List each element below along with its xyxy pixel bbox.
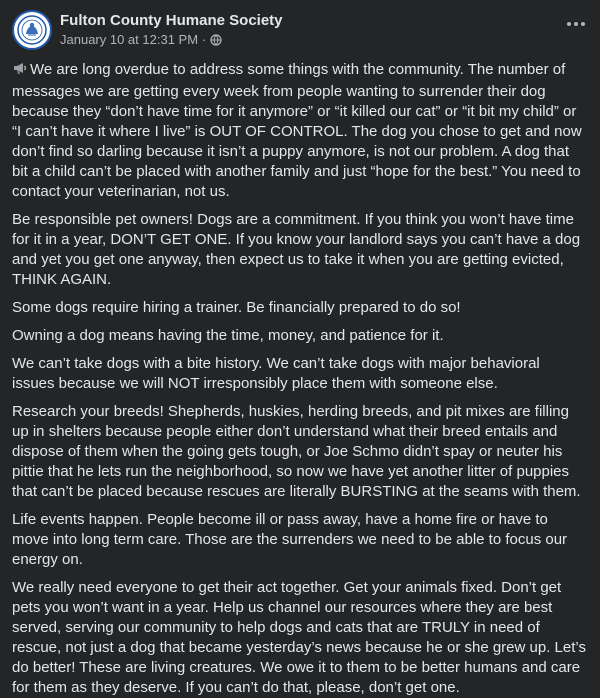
humane-society-logo-icon — [17, 15, 47, 45]
megaphone-icon — [12, 60, 28, 82]
more-options-button[interactable] — [562, 14, 590, 34]
post-paragraph: Research your breeds! Shepherds, huskies, herding breeds, and pit mixes are filling up in shelters because people either don’t understand what their breed entails and dispose of them when the going gets tough, or Joe Schmo didn’t spay or neuter his pittie that he lets run the neighborhood, so now we have yet another litter of puppies that can’t be placed because rescues are literally BURSTING at the seams with them. — [12, 403, 581, 500]
post-subline — [60, 32, 283, 48]
separator-dot: · — [202, 32, 207, 47]
page-name[interactable]: Fulton County Humane Society — [60, 12, 283, 29]
post-paragraph: Owning a dog means having the time, money, and patience for it. — [12, 327, 444, 344]
post-paragraph — [12, 60, 586, 202]
globe-icon[interactable] — [210, 34, 222, 46]
post-body — [12, 60, 590, 698]
page-avatar[interactable] — [12, 10, 52, 50]
post-paragraph: We can’t take dogs with a bite history. We can’t take dogs with major behavioral issues because we will NOT irresponsibly place them with someone else. — [12, 355, 540, 392]
post-timestamp[interactable]: January 10 at 12:31 PM — [60, 32, 199, 47]
post-meta — [60, 12, 283, 48]
post-paragraph: We really need everyone to get their act together. Get your animals fixed. Don’t get pets you won’t want in a year. Help us channel our resources where they are best served, serving our community to help dogs and cats that are TRULY in need of rescue, not just a dog that became yesterday’s news because he or she grew up. Let’s do better! These are living creatures. We owe it to them to be better humans and care for them as they deserve. If you can’t do that, please, don’t get one. — [12, 579, 586, 696]
post-paragraph: Be responsible pet owners! Dogs are a commitment. If you think you won’t have time for it in a year, DON’T GET ONE. If you know your landlord says you can’t have a dog and yet you get one anyway, then expect us to take it when you are getting evicted, THINK AGAIN. — [12, 211, 581, 288]
post-paragraph: Life events happen. People become ill or pass away, have a home fire or have to move into long term care. Those are the surrenders we need to be able to focus our energy on. — [12, 511, 568, 568]
post-header — [12, 10, 590, 50]
post-paragraph-text: We are long overdue to address some things with the community. The number of messages we are getting every week from people wanting to surrender their dog because they “don’t have time for it anymore” or “it killed our cat” or “it bit my child” or “I can’t have it where I live” is OUT OF CONTROL. The dog you chose to get and now don’t find so darling because it isn’t a puppy anymore, is not our problem. A dog that bit a child can’t be placed with another family and just “hope for the best.” You need to contact your veterinarian, not us. — [12, 61, 582, 200]
post-paragraph: Some dogs require hiring a trainer. Be financially prepared to do so! — [12, 299, 461, 316]
more-horizontal-icon — [566, 21, 586, 27]
